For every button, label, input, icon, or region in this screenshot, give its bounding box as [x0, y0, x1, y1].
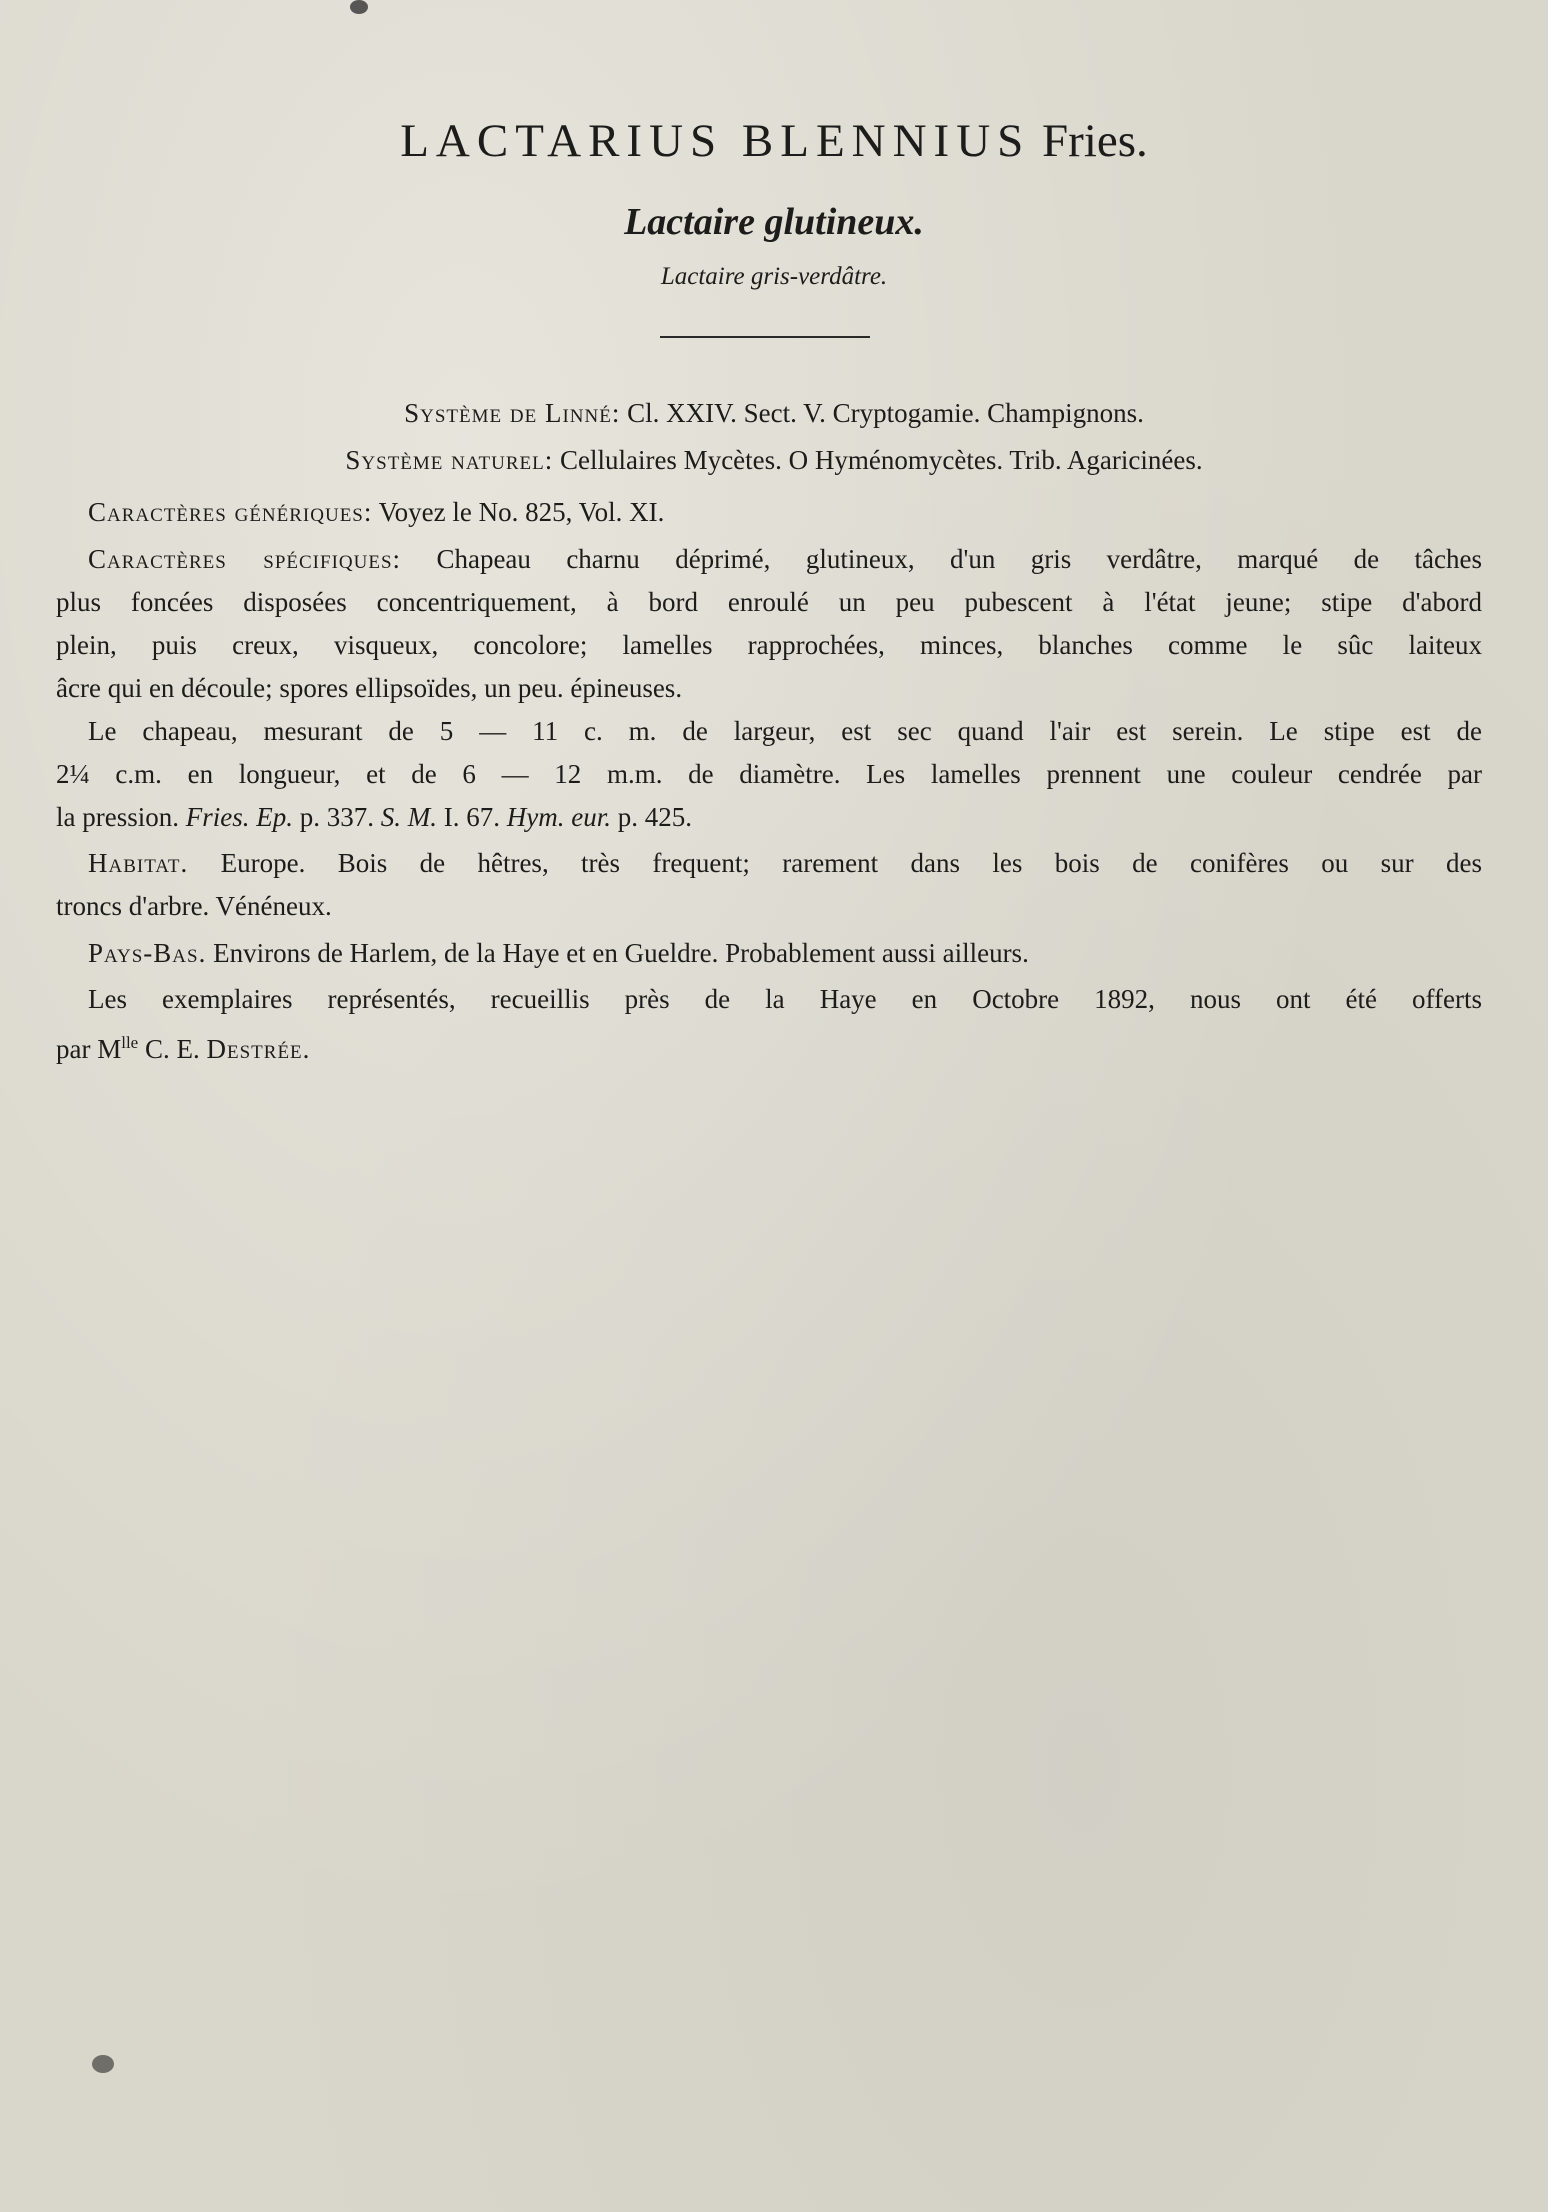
linne-text: Cl. XXIV. Sect. V. Cryptogamie. Champignons. [627, 398, 1144, 428]
paysbas-label: Pays-Bas. [88, 938, 207, 968]
reference-hym-eur-page: p. 425. [617, 802, 692, 832]
reference-fries-ep: Fries. Ep. [185, 802, 293, 832]
subtitle: Lactaire glutineux. [624, 201, 924, 243]
chapeau-line-3-text: la pression. [56, 802, 179, 832]
naturel-text: Cellulaires Mycètes. O Hyménomycètes. Trib. Agaricinées. [559, 445, 1203, 475]
specifiques-line-3: plein, puis creux, visqueux, concolore; lamelles rapprochées, minces, blanches comme le sûc laiteux [56, 630, 1482, 660]
reference-sm: S. M. [380, 802, 437, 832]
habitat-line-1 [56, 842, 1482, 885]
reference-hym-eur: Hym. eur. [506, 802, 611, 832]
ink-spot [92, 2055, 114, 2073]
exemplaires-paragraph [56, 978, 1482, 1071]
generiques-label: Caractères génériques: [88, 497, 373, 527]
habitat-text-1: Europe. Bois de hêtres, très frequent; rarement dans les bois de conifères ou sur des [220, 848, 1482, 878]
specifiques-line-2: plus foncées disposées concentriquement, à bord enroulé un peu pubescent à l'état jeune; stipe d'abord [56, 587, 1482, 617]
specifiques-paragraph [56, 538, 1482, 710]
subtitle-common-name: Lactaire gris-verdâtre. [660, 263, 888, 290]
chapeau-paragraph [56, 710, 1482, 839]
paysbas-text: Environs de Harlem, de la Haye et en Gueldre. Probablement aussi ailleurs. [213, 938, 1029, 968]
chapeau-line-2: 2¼ c.m. en longueur, et de 6 — 12 m.m. de diamètre. Les lamelles prennent une couleur cendrée par [56, 759, 1482, 789]
title-author: Fries. [1042, 115, 1148, 167]
linne-label: Système de Linné: [404, 398, 621, 428]
exemplaires-initials: C. E. [144, 1034, 200, 1064]
specifiques-text-1: Chapeau charnu déprimé, glutineux, d'un gris verdâtre, marqué de tâches [436, 544, 1483, 574]
linne-line [0, 400, 1548, 427]
generiques-line [88, 499, 664, 526]
exemplaires-line-1: Les exemplaires représentés, recueillis près de la Haye en Octobre 1892, nous ont été offerts [88, 984, 1482, 1014]
specifiques-line-1 [56, 538, 1482, 581]
reference-fries-ep-page: p. 337. [299, 802, 374, 832]
paysbas-line [88, 940, 1029, 967]
exemplaires-line-2 [56, 1021, 1482, 1071]
habitat-line-2: troncs d'arbre. Vénéneux. [56, 891, 332, 921]
naturel-line [0, 447, 1548, 474]
generiques-text: Voyez le No. 825, Vol. XI. [378, 497, 665, 527]
exemplaires-prefix: par M [56, 1034, 122, 1064]
title-divider [660, 336, 870, 338]
chapeau-line-3 [56, 796, 1482, 839]
ink-spot [350, 0, 368, 14]
chapeau-line-1: Le chapeau, mesurant de 5 — 11 c. m. de largeur, est sec quand l'air est serein. Le stipe est de [88, 716, 1482, 746]
specifiques-line-4: âcre qui en découle; spores ellipsoïdes, un peu. épineuses. [56, 673, 683, 703]
page-title [0, 115, 1548, 167]
exemplaires-donor-name: Destrée. [206, 1034, 311, 1064]
habitat-paragraph [56, 842, 1482, 928]
reference-sm-page: I. 67. [443, 802, 500, 832]
title-genus: LACTARIUS BLENNIUS [400, 115, 1031, 167]
naturel-label: Système naturel: [345, 445, 554, 475]
habitat-label: Habitat. [88, 848, 189, 878]
exemplaires-superscript: lle [121, 1033, 139, 1052]
specifiques-label: Caractères spécifiques: [88, 544, 402, 574]
